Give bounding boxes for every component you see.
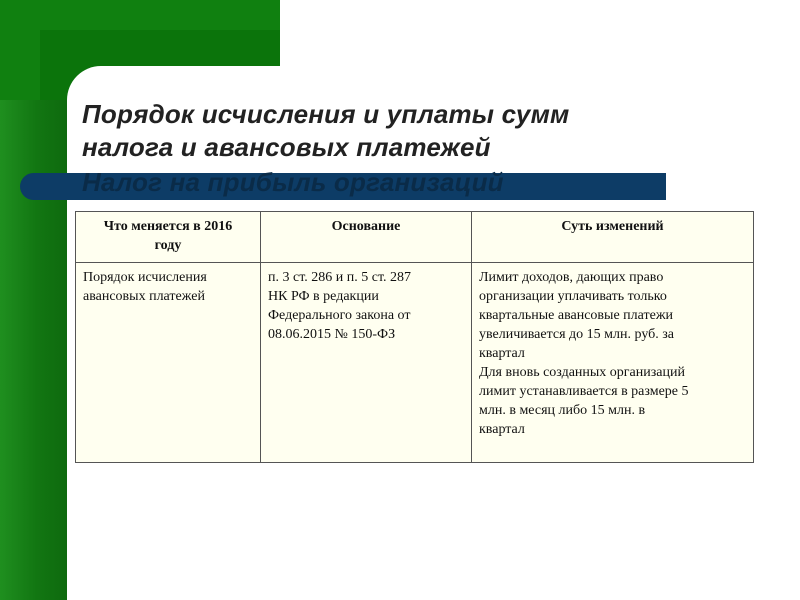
cell-line: лимит устанавливается в размере 5	[479, 384, 689, 399]
slide-title	[82, 98, 569, 164]
header-essence: Суть изменений	[472, 212, 754, 263]
cell-line: авансовых платежей	[83, 289, 205, 304]
table-header-row	[76, 212, 754, 263]
cell-line: млн. в месяц либо 15 млн. в	[479, 403, 646, 418]
cell-what-changes	[76, 263, 261, 463]
cell-line: квартал	[479, 422, 525, 437]
cell-line: 08.06.2015 № 150-ФЗ	[268, 327, 396, 342]
cell-line: квартальные авансовые платежи	[479, 308, 673, 323]
cell-line: организации уплачивать только	[479, 289, 667, 304]
cell-line: квартал	[479, 346, 525, 361]
cell-line: НК РФ в редакции	[268, 289, 379, 304]
changes-table	[75, 211, 754, 463]
header-what-changes-line-1: Что меняется в 2016	[103, 219, 233, 234]
cell-line: Лимит доходов, дающих право	[479, 270, 664, 285]
cell-basis	[261, 263, 472, 463]
cell-essence	[472, 263, 754, 463]
header-what-changes	[76, 212, 261, 263]
slide-title-line-1: Порядок исчисления и уплаты сумм	[82, 99, 570, 129]
cell-line: Для вновь созданных организаций	[479, 365, 685, 380]
header-what-changes-line-2: году	[154, 238, 182, 253]
cell-line: Федерального закона от	[268, 308, 411, 323]
slide-title-line-2: налога и авансовых платежей	[82, 132, 491, 162]
header-basis: Основание	[261, 212, 472, 263]
table-row	[76, 263, 754, 463]
slide-subtitle: Налог на прибыль организаций	[82, 167, 504, 197]
cell-line: увеличивается до 15 млн. руб. за	[479, 327, 675, 342]
cell-line: Порядок исчисления	[83, 270, 207, 285]
cell-line: п. 3 ст. 286 и п. 5 ст. 287	[268, 270, 412, 285]
